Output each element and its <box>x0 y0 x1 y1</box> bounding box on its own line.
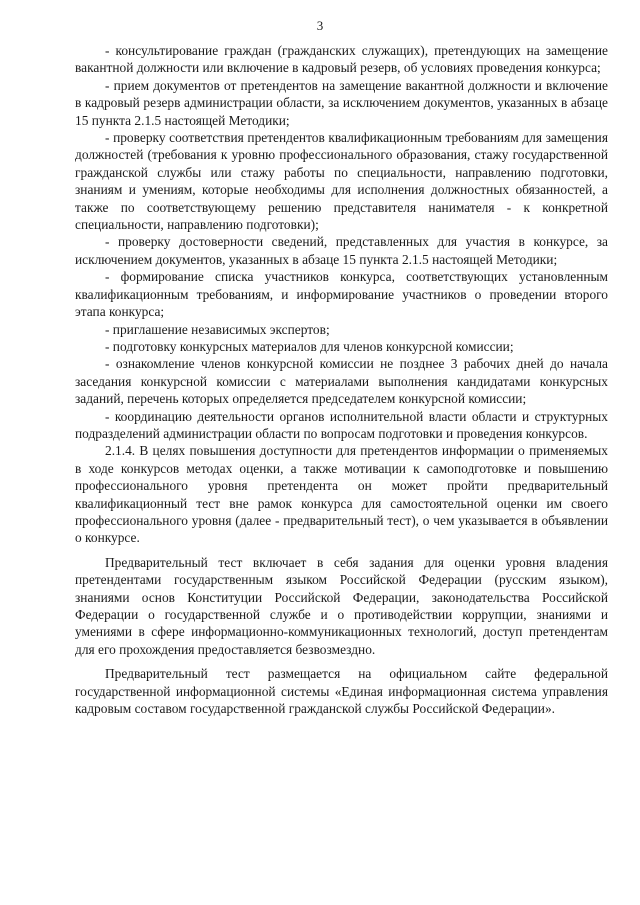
paragraph-experts: - приглашение независимых экспертов; <box>105 321 330 337</box>
paragraph-document-intake: - прием документов от претендентов на замещение вакантной должности и включение в кадровый резерв администрации области, за исключением документов, указанных в абзаце 15 пункта 2.1.5 настоящей Методики; <box>75 77 608 128</box>
page-number: 3 <box>316 18 324 33</box>
paragraph-data-verification: - проверку достоверности сведений, представленных для участия в конкурсе, за исключением документов, указанных в абзаце 15 пункта 2.1.5 настоящей Методики; <box>75 234 608 267</box>
paragraph-test-content: Предварительный тест включает в себя задания для оценки уровня владения претендентами государственным языком Российской Федерации (русским языком), знаниями основ Конституции Российской Федерации, законодательства Российской Федерации о государственной службе и о противодействии коррупции, знаниями и умениями в сфере информационно-коммуникационных технологий, доступ претендентам для его прохождения предоставляется безвозмездно. <box>75 554 608 657</box>
paragraph-qualification-check: - проверку соответствия претендентов квалификационным требованиям для замещения должностей (требования к уровню профессионального образования, стажу государственной гражданской службы или стажу работы по специальности, направлению подготовки, знаниям и умениям, которые необходимы для исполнения должностных обязанностей, а также по соответствующему решению представителя нанимателя - к конкретной специальности, направлению подготовки); <box>75 130 608 233</box>
paragraph-participant-list: - формирование списка участников конкурса, соответствующих установленным квалификационным требованиям, и информирование участников о проведении второго этапа конкурса; <box>75 269 608 320</box>
paragraph-familiarization: - ознакомление членов конкурсной комиссии не позднее 3 рабочих дней до начала заседания конкурсной комиссии с материалами выполнения кандидатами конкурсных заданий, перечень которых определяется председателем конкурсной комиссии; <box>75 356 608 407</box>
paragraph-coordination: - координацию деятельности органов исполнительной власти области и структурных подразделений администрации области по вопросам подготовки и проведения конкурсов. <box>75 408 608 441</box>
paragraph-materials: - подготовку конкурсных материалов для членов конкурсной комиссии; <box>105 338 514 354</box>
paragraph-consulting: - консультирование граждан (гражданских служащих), претендующих на замещение вакантной должности или включение в кадровый резерв, об условиях проведения конкурса; <box>75 43 608 76</box>
paragraph-test-placement: Предварительный тест размещается на официальном сайте федеральной государственной информационной системы «Единая информационная система управления кадровым составом государственной гражданской службы Российской Федерации». <box>75 666 608 717</box>
document-body <box>75 42 608 717</box>
paragraph-section-2-1-4: 2.1.4. В целях повышения доступности для претендентов информации о применяемых в ходе конкурсов методах оценки, а также мотивации к самоподготовке и повышению профессионального уровня претендента он может пройти предварительный квалификационный тест вне рамок конкурса для самостоятельной оценки им своего профессионального уровня (далее - предварительный тест), о чем указывается в объявлении о конкурсе. <box>75 443 608 546</box>
